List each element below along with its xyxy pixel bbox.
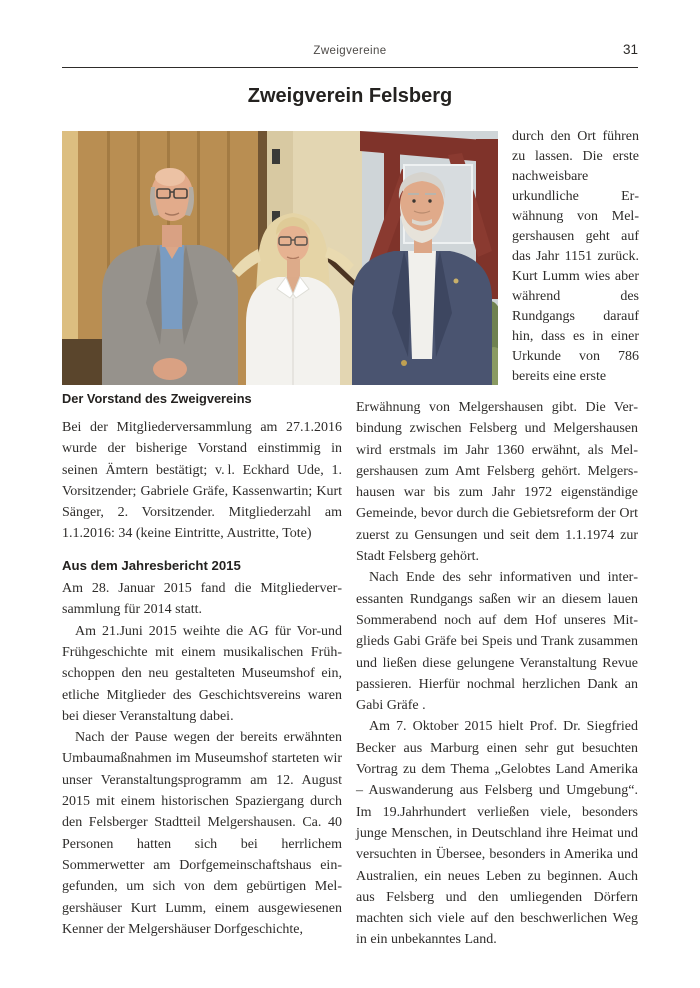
left-column — [62, 417, 342, 940]
body-paragraph: Erwähnung von Melgershausen gibt. Die Verbindung zwischen Felsberg und Melgershausen wird erstmals im Jahr 1360 erwähnt, als Melgershausen zum Amt Felsberg gehört. Melgershausen war bis zum Jahr 1972 eigenständige Gemeinde, bevor durch die Gebietsreform der Ort zuerst zu Gensungen und seit dem 1.1.1974 zur Stadt Felsberg gehört. — [356, 400, 638, 565]
right-column — [356, 397, 638, 951]
page-number: 31 — [622, 42, 638, 57]
body-paragraph: Am 28. Januar 2015 fand die Mitgliederversammlung für 2014 statt. — [62, 581, 342, 618]
body-paragraph: Am 7. Oktober 2015 hielt Prof. Dr. Siegfried Becker aus Marburg einen sehr gut besuchten Vortrag zu dem Thema „Gelobtes Land Amerika – Auswanderung aus Felsberg und Umgebung“. Im 19.Jahrhundert verließen viele, besonders junge Menschen, in Deutschland ihre Heimat und versuchten in Übersee, besonders in Amerika und Australien, ein neues Leben zu beginnen. Auch aus Felsberg und den umliegenden Dörfern machten sich viele auf den beschwerlichen Weg in ein unbekanntes Land. — [356, 719, 638, 948]
body-paragraph: Am 21.Juni 2015 weihte die AG für Vor-und Frühgeschichte mit einem musikalischen Frühschoppen den neu gestalteten Museumshof ein, etliche Mitglieder des Geschichtsvereins waren bei dieser Veranstaltung dabei. — [62, 623, 342, 724]
body-paragraph: Nach der Pause wegen der bereits erwähnten Umbaumaßnahmen im Museumshof starteten wir unser Veranstaltungsprogramm am 12. August 2015 mit einem historischen Spaziergang durch den Felsberger Stadtteil Melgershausen. Ca. 40 Personen hatten sich bei herrlichem Sommerwetter am Dorfgemeinschaftshaus eingefunden, um sich von dem gebürtigen Melgershäuser Kurt Lumm, einem ausgewiesenen Kenner der Melgershäuser Dorfgeschichte, — [62, 730, 342, 937]
body-paragraph: Nach Ende des sehr informativen und interessanten Rundgangs saßen wir an diesem lauen Sommerabend noch auf dem Hof unseres Mitglieds Gabi Gräfe bei Speis und Trank zusammen und ließen diese gelungene Veranstaltung Revue passieren. Hierfür nochmal herzlichen Dank an Gabi Gräfe . — [356, 570, 638, 714]
running-head: Zweigvereine — [313, 45, 387, 57]
header-rule — [62, 67, 638, 68]
board-photo-illustration — [62, 131, 498, 385]
body-paragraph: durch den Ort führen zu lassen. Die erste nachweisbare urkundliche Erwähnung von Melgershausen geht auf das Jahr 1151 zurück. Kurt Lumm wies aber während des Rundgangs darauf hin, dass es in einer Urkunde von 786 bereits eine erste — [512, 129, 639, 384]
board-photo — [62, 131, 498, 385]
body-paragraph: Bei der Mitgliederversammlung am 27.1.2016 wurde der bisherige Vorstand einstimmig in seinen Ämtern bestätigt; v. l. Eckhard Ude, 1. Vorsitzender; Gabriele Gräfe, Kassenwartin; Kurt Sänger, 2. Vorsitzender. Mitgliederzahl am 1.1.2016: 34 (keine Eintritte, Austritte, Tote) — [62, 420, 342, 542]
section-heading: Aus dem Jahresbericht 2015 — [62, 557, 241, 573]
article-title: Zweigverein Felsberg — [247, 85, 453, 107]
column-beside-photo — [512, 127, 639, 387]
photo-caption: Der Vorstand des Zweigvereins — [62, 391, 252, 406]
